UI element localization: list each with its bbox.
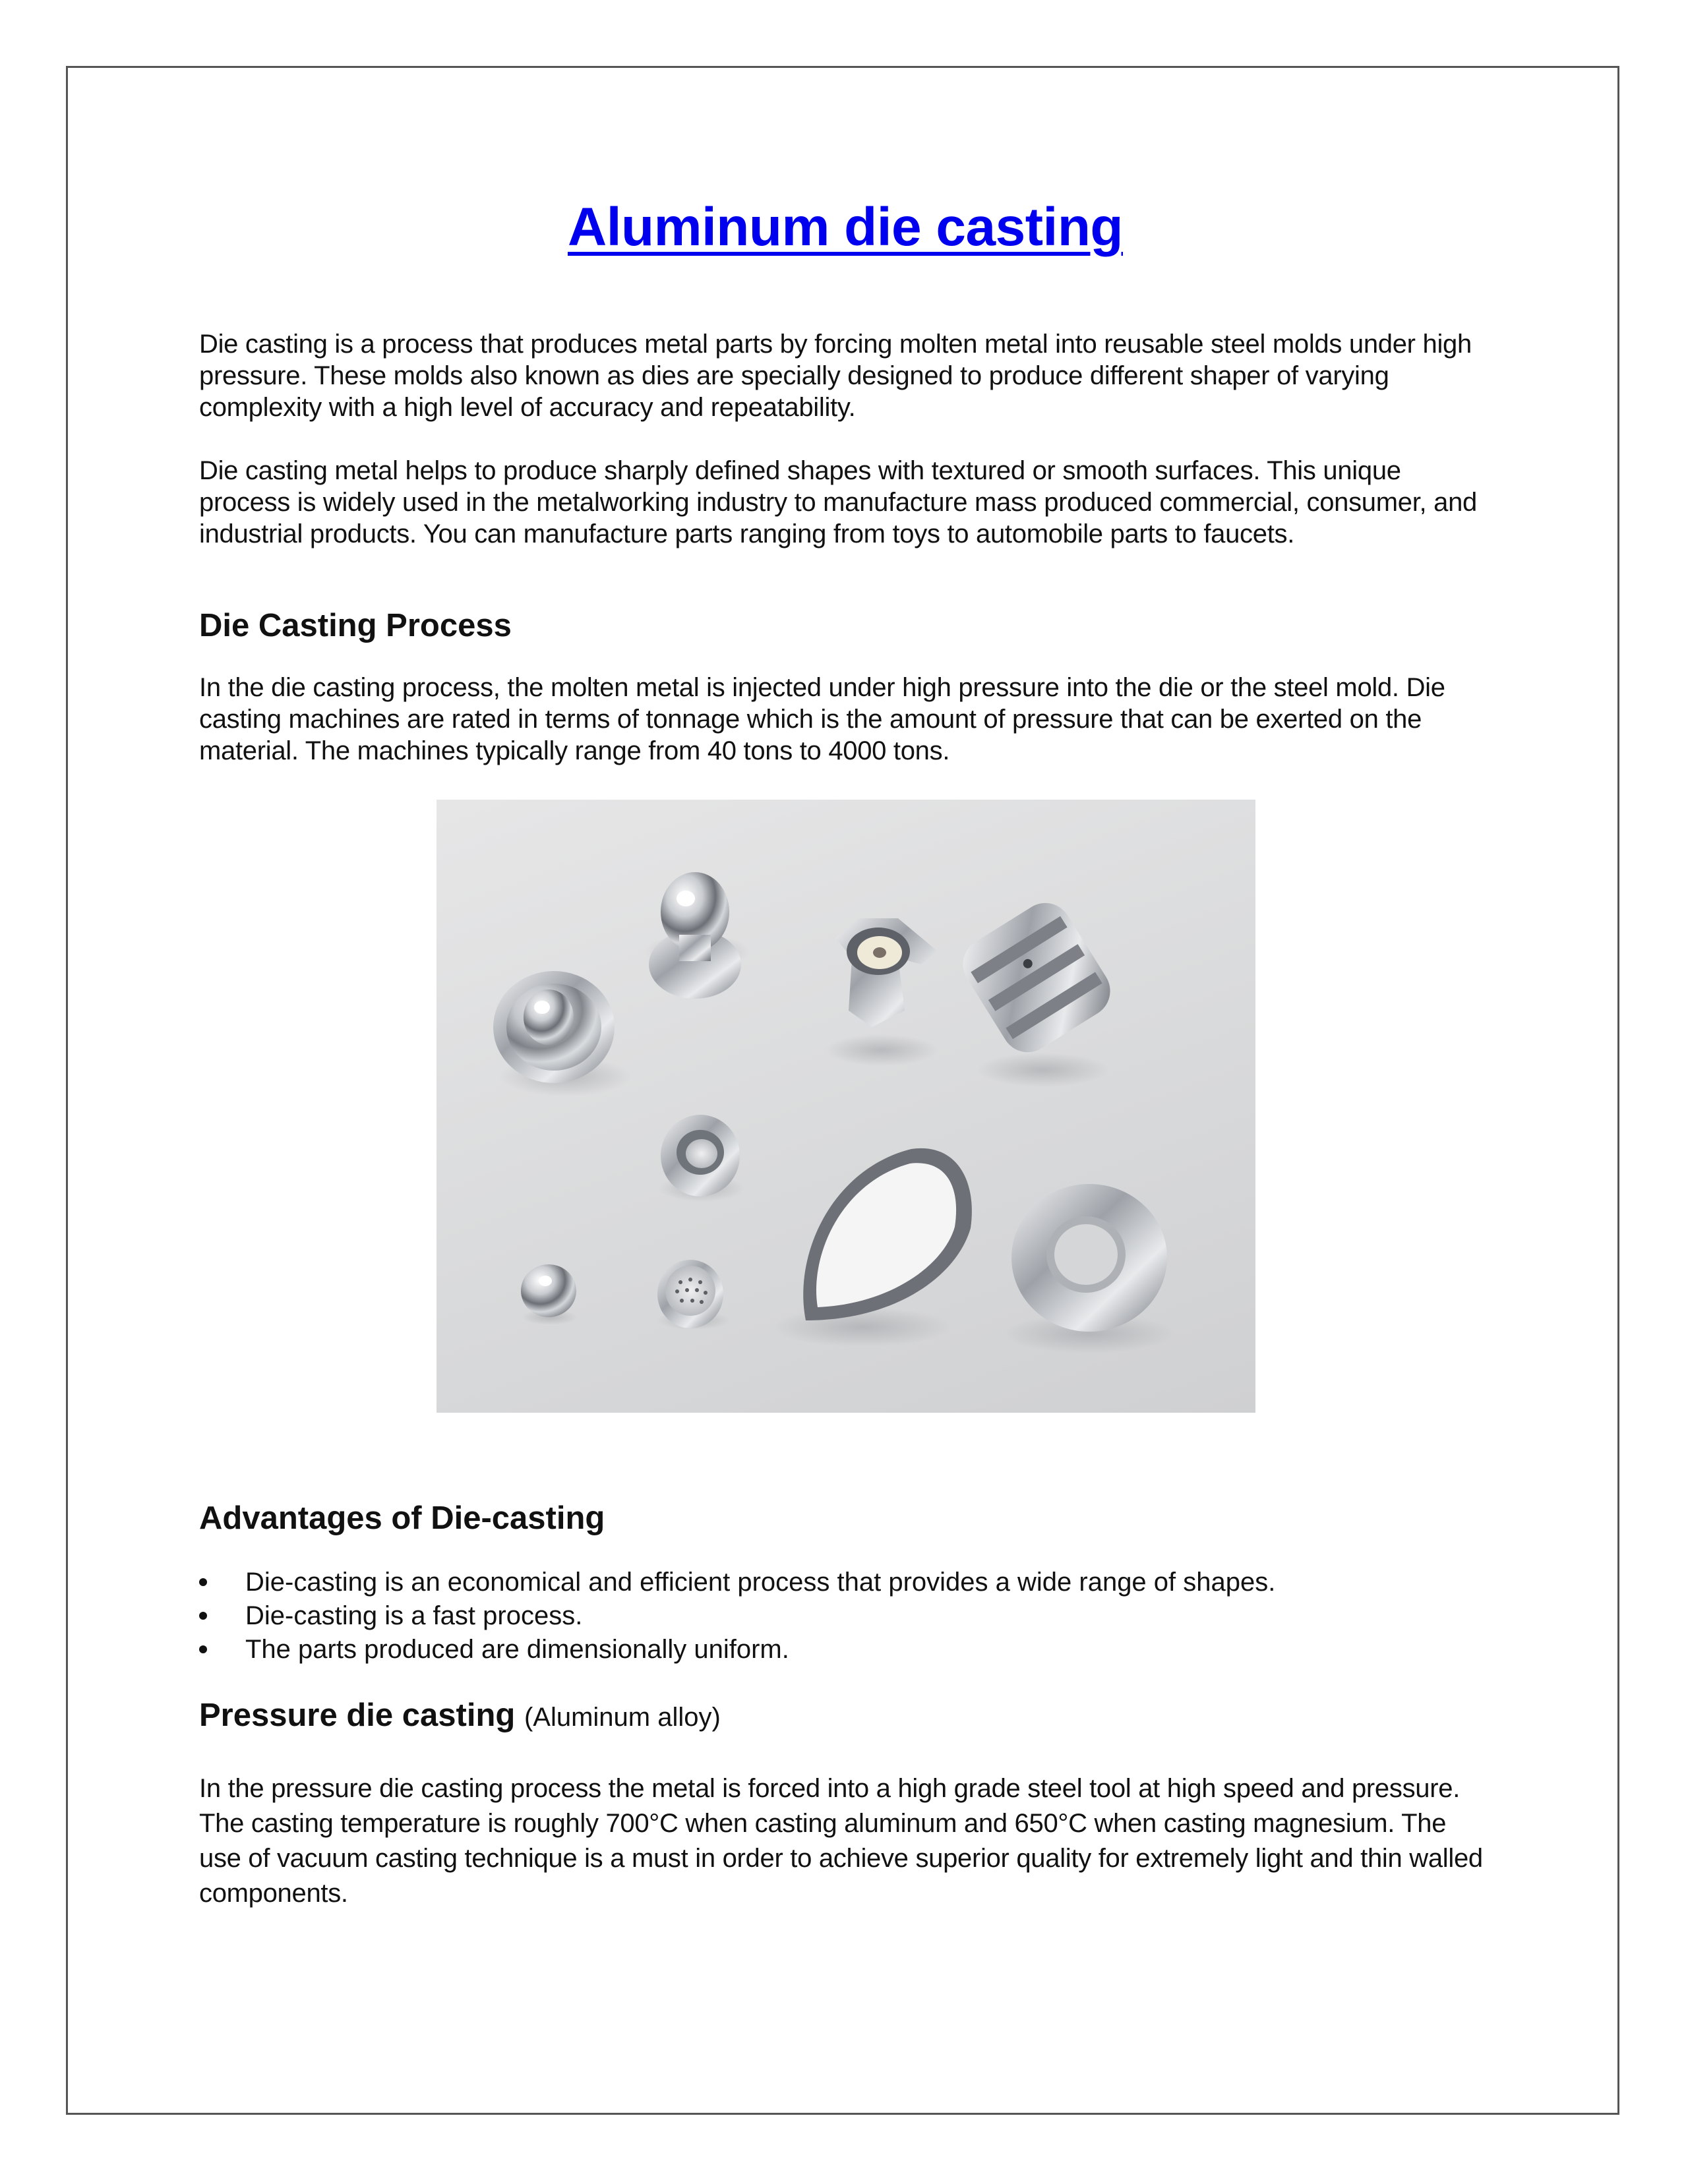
bullet-icon — [199, 1578, 207, 1586]
process-paragraph: In the die casting process, the molten metal is injected under high pressure into the die or the steel mold. Die casting machines are rated in terms of tonnage which is the amount of pressure that can be exerted on the material. The machines typically range from 40 tons to 4000 tons. — [199, 673, 1445, 765]
pressure-heading-text: Pressure die casting — [199, 1697, 516, 1733]
intro-paragraph-2: Die casting metal helps to produce sharply defined shapes with textured or smooth surfaces. This unique process is widely used in the metalworking industry to manufacture mass produced commercial, consumer, and industrial products. You can manufacture parts ranging from toys to automobile parts to faucets. — [199, 456, 1477, 548]
pressure-paragraph: In the pressure die casting process the metal is forced into a high grade steel tool at high speed and pressure. The casting temperature is roughly 700°C when casting aluminum and 650°C when casting magnesium. The use of vacuum casting technique is a must in order to achieve superior quality for extremely light and thin walled components. — [199, 1774, 1483, 1908]
process-heading: Die Casting Process — [199, 608, 512, 643]
bullet-icon — [199, 1612, 207, 1620]
intro-paragraph-1: Die casting is a process that produces metal parts by forcing molten metal into reusable steel molds under high pressure. These molds also known as dies are specially designed to produce different shaper of varying complexity with a high level of accuracy and repeatability. — [199, 330, 1472, 422]
advantages-list — [199, 1566, 1492, 1667]
bullet-icon — [199, 1645, 207, 1653]
pressure-heading — [199, 1696, 1492, 1737]
document-body — [199, 191, 1492, 1911]
document-title-link[interactable]: Aluminum die casting — [568, 197, 1123, 257]
list-item-text: Die-casting is an economical and efficient process that provides a wide range of shapes. — [245, 1568, 1276, 1597]
die-cast-parts-photo — [437, 800, 1255, 1413]
pressure-heading-note: (Aluminum alloy) — [524, 1703, 721, 1732]
list-item — [199, 1633, 1492, 1667]
list-item — [199, 1599, 1492, 1633]
list-item — [199, 1566, 1492, 1599]
list-item-text: The parts produced are dimensionally uniform. — [245, 1635, 789, 1664]
chrome-parts-illustration — [437, 800, 1255, 1413]
advantages-heading: Advantages of Die-casting — [199, 1500, 605, 1536]
list-item-text: Die-casting is a fast process. — [245, 1601, 583, 1630]
